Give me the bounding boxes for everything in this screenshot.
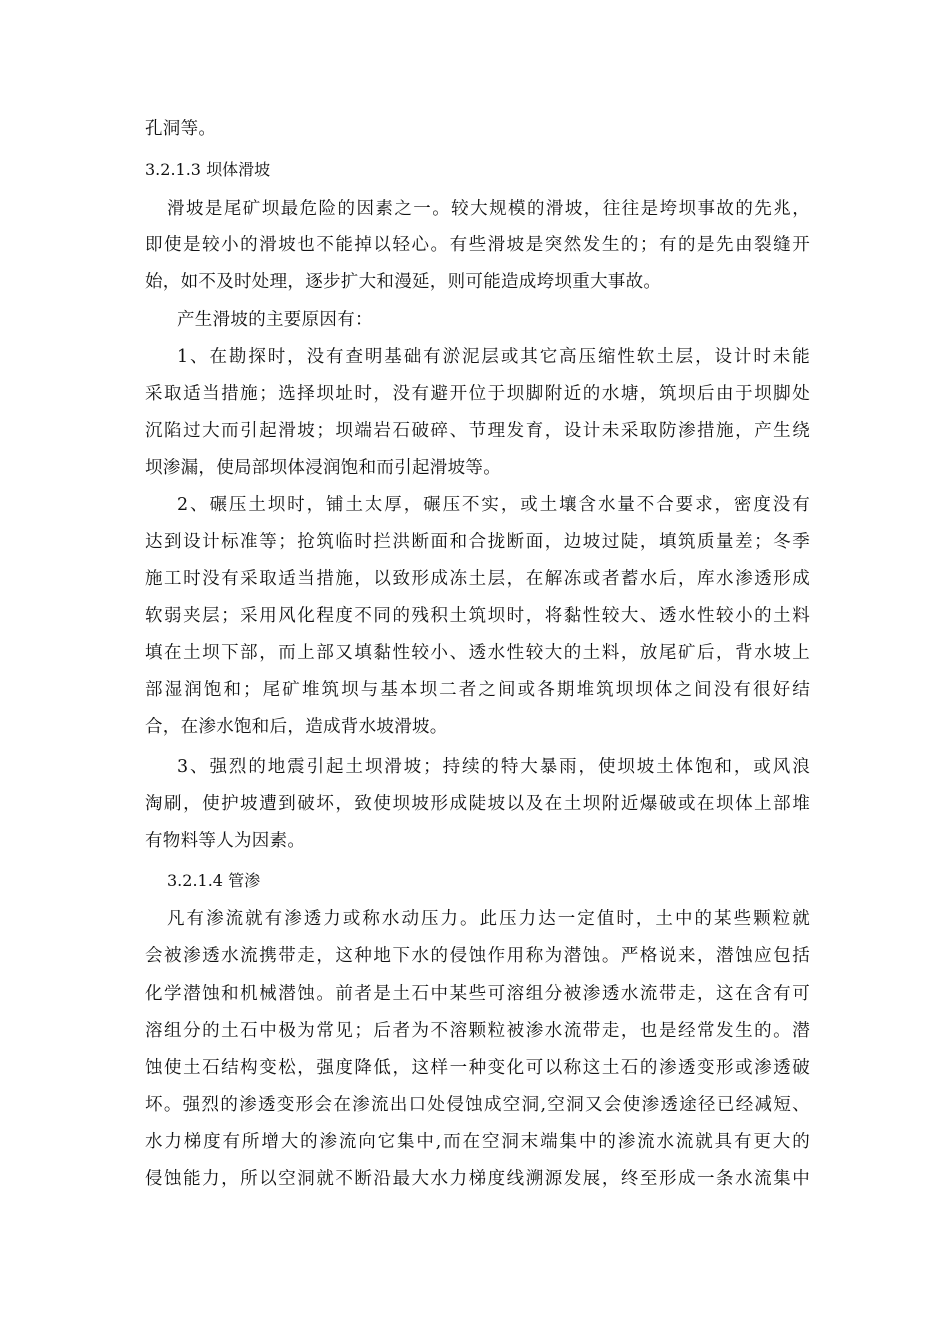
paragraph-line: 溶组分的土石中极为常见；后者为不溶颗粒被渗水流带走，也是经常发生的。潜 bbox=[145, 1021, 810, 1041]
paragraph-line: 产生滑坡的主要原因有： bbox=[177, 310, 373, 330]
list-item-line: 施工时没有采取适当措施，以致形成冻土层，在解冻或者蓄水后，库水渗透形成 bbox=[145, 569, 810, 589]
list-item-line: 填在土坝下部，而上部又填黏性较小、透水性较大的土料，放尾矿后，背水坡上 bbox=[145, 643, 810, 663]
list-item-line: 达到设计标准等；抢筑临时拦洪断面和合拢断面，边坡过陡，填筑质量差；冬季 bbox=[145, 532, 810, 552]
paragraph-line: 化学潜蚀和机械潜蚀。前者是土石中某些可溶组分被渗透水流带走，这在含有可 bbox=[145, 984, 810, 1004]
list-item-line: 沉陷过大而引起滑坡；坝端岩石破碎、节理发育，设计未采取防渗措施，产生绕 bbox=[145, 421, 810, 441]
list-item-line: 1、在勘探时，没有查明基础有淤泥层或其它高压缩性软土层，设计时未能 bbox=[177, 347, 810, 367]
paragraph-line: 会被渗透水流携带走，这种地下水的侵蚀作用称为潜蚀。严格说来，潜蚀应包括 bbox=[145, 946, 810, 966]
paragraph-line: 坏。强烈的渗透变形会在渗流出口处侵蚀成空洞,空洞又会使渗透途径已经减短、 bbox=[145, 1095, 810, 1115]
list-item-line: 合，在渗水饱和后，造成背水坡滑坡。 bbox=[145, 717, 448, 737]
list-item-line: 3、强烈的地震引起土坝滑坡；持续的特大暴雨，使坝坡土体饱和，或风浪 bbox=[177, 757, 810, 777]
list-item-line: 采取适当措施；选择坝址时，没有避开位于坝脚附近的水塘，筑坝后由于坝脚处 bbox=[145, 384, 810, 404]
paragraph-line: 始，如不及时处理，逐步扩大和漫延，则可能造成垮坝重大事故。 bbox=[145, 272, 662, 292]
list-item-line: 有物料等人为因素。 bbox=[145, 831, 306, 851]
paragraph-line: 凡有渗流就有渗透力或称水动压力。此压力达一定值时，土中的某些颗粒就 bbox=[167, 909, 810, 929]
paragraph-line: 滑坡是尾矿坝最危险的因素之一。较大规模的滑坡，往往是垮坝事故的先兆， bbox=[167, 199, 810, 219]
paragraph-line: 侵蚀能力，所以空洞就不断沿最大水力梯度线溯源发展，终至形成一条水流集中 bbox=[145, 1169, 810, 1189]
list-item-line: 软弱夹层；采用风化程度不同的残积土筑坝时，将黏性较大、透水性较小的土料 bbox=[145, 606, 810, 626]
list-item-line: 坝渗漏，使局部坝体浸润饱和而引起滑坡等。 bbox=[145, 458, 501, 478]
section-heading-piping: 3.2.1.4 管渗 bbox=[167, 871, 261, 890]
paragraph-line: 即使是较小的滑坡也不能掉以轻心。有些滑坡是突然发生的；有的是先由裂缝开 bbox=[145, 235, 810, 255]
section-heading-dam-landslide: 3.2.1.3 坝体滑坡 bbox=[145, 160, 271, 179]
paragraph-line: 蚀使土石结构变松，强度降低，这样一种变化可以称这土石的渗透变形或渗透破 bbox=[145, 1058, 810, 1078]
list-item-line: 部湿润饱和；尾矿堆筑坝与基本坝二者之间或各期堆筑坝坝体之间没有很好结 bbox=[145, 680, 810, 700]
intro-tail-line: 孔洞等。 bbox=[145, 119, 217, 139]
paragraph-line: 水力梯度有所增大的渗流向它集中,而在空洞末端集中的渗流水流就具有更大的 bbox=[145, 1132, 810, 1152]
list-item-line: 2、碾压土坝时，铺土太厚，碾压不实，或土壤含水量不合要求，密度没有 bbox=[177, 495, 810, 515]
list-item-line: 淘刷，使护坡遭到破坏，致使坝坡形成陡坡以及在土坝附近爆破或在坝体上部堆 bbox=[145, 794, 810, 814]
